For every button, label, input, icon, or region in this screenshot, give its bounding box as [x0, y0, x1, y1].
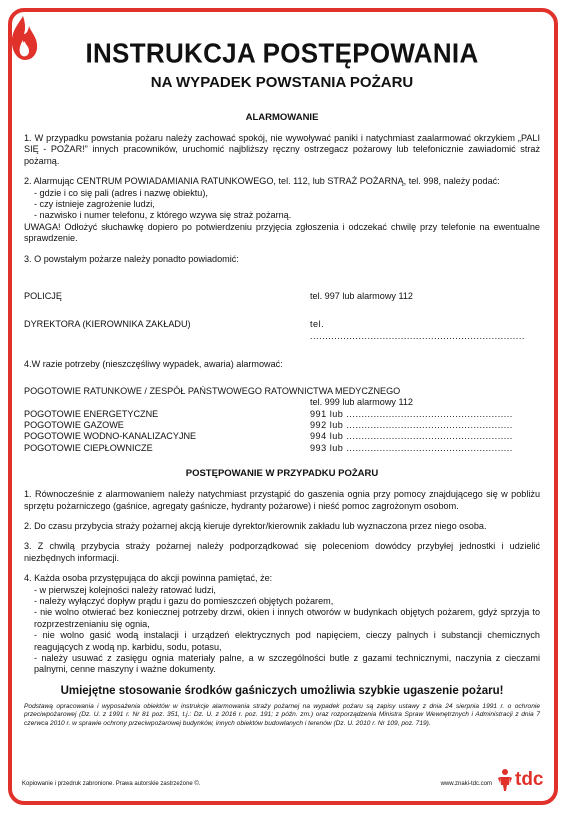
person-icon — [497, 768, 513, 792]
contact-value: tel. ....................................................................... — [310, 319, 525, 341]
alarm-step-2-lead: 2. Alarmując CENTRUM POWIADAMIANIA RATUNKOWEGO, tel. 112, lub STRAŻ POŻARNĄ, tel. 998, należy podać: — [24, 176, 500, 187]
list-item: - należy wyłączyć dopływ prądu i gazu do pomieszczeń objętych pożarem, — [34, 595, 334, 606]
contact-value: 993 lub ....................................................... — [310, 442, 513, 453]
section-heading-postepowanie: POSTĘPOWANIE W PRZYPADKU POŻARU — [185, 468, 379, 480]
contact-row-policja — [24, 291, 540, 302]
pogotowie-ratunkowe-label: POGOTOWIE RATUNKOWE / ZESPÓŁ PAŃSTWOWEGO RATOWNICTWA MEDYCZNEGO — [24, 385, 401, 396]
contact-label: DYREKTORA (KIEROWNIKA ZAKŁADU) — [24, 319, 191, 330]
alarm-step-4 — [24, 359, 540, 370]
fire-step-2 — [24, 521, 540, 532]
fire-step-1-text: 1. Równocześnie z alarmowaniem należy natychmiast przystąpić do gaszenia ognia przy pomocy znajdującego się w pobliżu sprzętu pożarniczego (gaśnice, agregaty gaśnicze, hydranty pożarowe) i nieść pomoc zagrożonym osobom. — [24, 489, 540, 511]
list-item: - w pierwszej kolejności należy ratować ludzi, — [34, 584, 216, 595]
fire-step-2-text: 2. Do czasu przybycia straży pożarnej akcją kieruje dyrektor/kierownik zakładu lub wyznaczona przez niego osoba. — [24, 520, 487, 531]
contact-label: POGOTOWIE WODNO-KANALIZACYJNE — [24, 431, 197, 442]
list-item: - gdzie i co się pali (adres i nazwę obiektu), — [34, 187, 208, 198]
list-item: - nie wolno otwierać bez koniecznej potrzeby drzwi, okien i innych otworów w budynkach objętych pożarem, gdyż sprzyja to rozprzestrzenianiu się ognia, — [34, 607, 540, 629]
fire-step-3 — [24, 541, 540, 564]
fire-step-4 — [24, 573, 540, 676]
contact-value: 992 lub ....................................................... — [310, 419, 513, 430]
list-item: - czy istnieje zagrożenie ludzi, — [34, 199, 155, 210]
contact-label: POGOTOWIE GAZOWE — [24, 419, 124, 430]
contact-label: POLICJĘ — [24, 291, 62, 302]
closing-statement: Umiejętne stosowanie środków gaśniczych umożliwia szybkie ugaszenie pożaru! — [60, 684, 504, 697]
brand-name: tdc — [515, 769, 544, 790]
alarm-step-4-text: 4.W razie potrzeby (nieszczęśliwy wypadek, awaria) alarmować: — [24, 359, 283, 370]
fire-step-3-text: 3. Z chwilą przybycia straży pożarnej należy podporządkować się poleceniom dowódcy przybyłej jednostki i udzielić niezbędnych informacji. — [24, 541, 540, 563]
contact-value: tel. 997 lub alarmowy 112 — [310, 291, 413, 302]
contact-row-pogotowie — [24, 431, 540, 442]
warning-text: UWAGA! Odłożyć słuchawkę dopiero po potwierdzeniu przyjęcia zgłoszenia i odczekać chwilę przy telefonie na ewentualne sprawdzenie. — [24, 221, 540, 244]
brand-logo — [497, 768, 544, 792]
contact-label: POGOTOWIE CIEPŁOWNICZE — [24, 442, 153, 453]
contact-row-pogotowie-ratunkowe — [24, 397, 540, 408]
contact-value: tel. 999 lub alarmowy 112 — [310, 397, 413, 408]
contact-label: POGOTOWIE ENERGETYCZNE — [24, 408, 159, 419]
alarm-step-1 — [24, 133, 540, 167]
list-item: - należy usuwać z zasięgu ognia materiały palne, a w szczególności butle z gazami technicznymi, naczynia z cieczami palnymi, cenne maszyny i ważne dokumenty. — [34, 653, 540, 675]
page-title: INSTRUKCJA POSTĘPOWANIA — [85, 36, 479, 70]
contact-row-dyrektor — [24, 319, 540, 342]
alarm-step-3 — [24, 254, 540, 265]
contact-row-pogotowie — [24, 409, 540, 420]
fire-step-1 — [24, 489, 540, 512]
contact-value: 991 lub ....................................................... — [310, 408, 513, 419]
website-url: www.znaki-tdc.com — [440, 781, 492, 787]
list-item: - nie wolno gasić wodą instalacji i urządzeń elektrycznych pod napięciem, cieczy palnych i substancji chemicznych reagujących z wodą np. karbidu, sodu, potasu, — [34, 630, 540, 652]
alarm-step-2 — [24, 176, 540, 244]
legal-note: Podstawą opracowania i wyposażenia obiektów w instrukcje alarmowania straży pożarnej na wypadek pożaru są zapisy ustawy z dnia 24 sierpnia 1991 r. o ochronie przeciwpożarowej (Dz. U. z 1991 r. Nr 81 poz. 351, t.j.: Dz. U. z 2016 r. poz. 191; z późn. zm.) oraz rozporządzenia Ministra Spraw Wewnętrznych i Administracji z dnia 7 czerwca 2010 r. w sprawie ochrony przeciwpożarowej budynków, innych obiektów budowlanych i terenów (Dz. U. 2010 r. Nr 109, poz. 719). — [24, 702, 540, 727]
fire-step-4-lead: 4. Każda osoba przystępująca do akcji powinna pamiętać, że: — [24, 573, 273, 584]
footer — [22, 781, 492, 787]
alarm-step-3-text: 3. O powstałym pożarze należy ponadto powiadomić: — [24, 253, 239, 264]
section-heading-alarmowanie: ALARMOWANIE — [245, 112, 319, 123]
alarm-step-1-text: 1. W przypadku powstania pożaru należy zachować spokój, nie wywoływać paniki i natychmiast zaalarmować okrzykiem „PALI SIĘ - POŻAR!” innych pracowników, uruchomić najbliższy ręczny ostrzegacz pożarowy lub telefonicznie zawiadomić straż pożarną. — [24, 133, 540, 166]
copyright-text: Kopiowanie i przedruk zabronione. Prawa autorskie zastrzeżone ©. — [22, 781, 201, 787]
contact-row-pogotowie — [24, 420, 540, 431]
contact-value: 994 lub ....................................................... — [310, 431, 513, 442]
contact-row-pogotowie — [24, 443, 540, 454]
page-subtitle: NA WYPADEK POWSTANIA POŻARU — [150, 74, 414, 91]
list-item: - nazwisko i numer telefonu, z którego wzywa się straż pożarną. — [34, 210, 292, 221]
